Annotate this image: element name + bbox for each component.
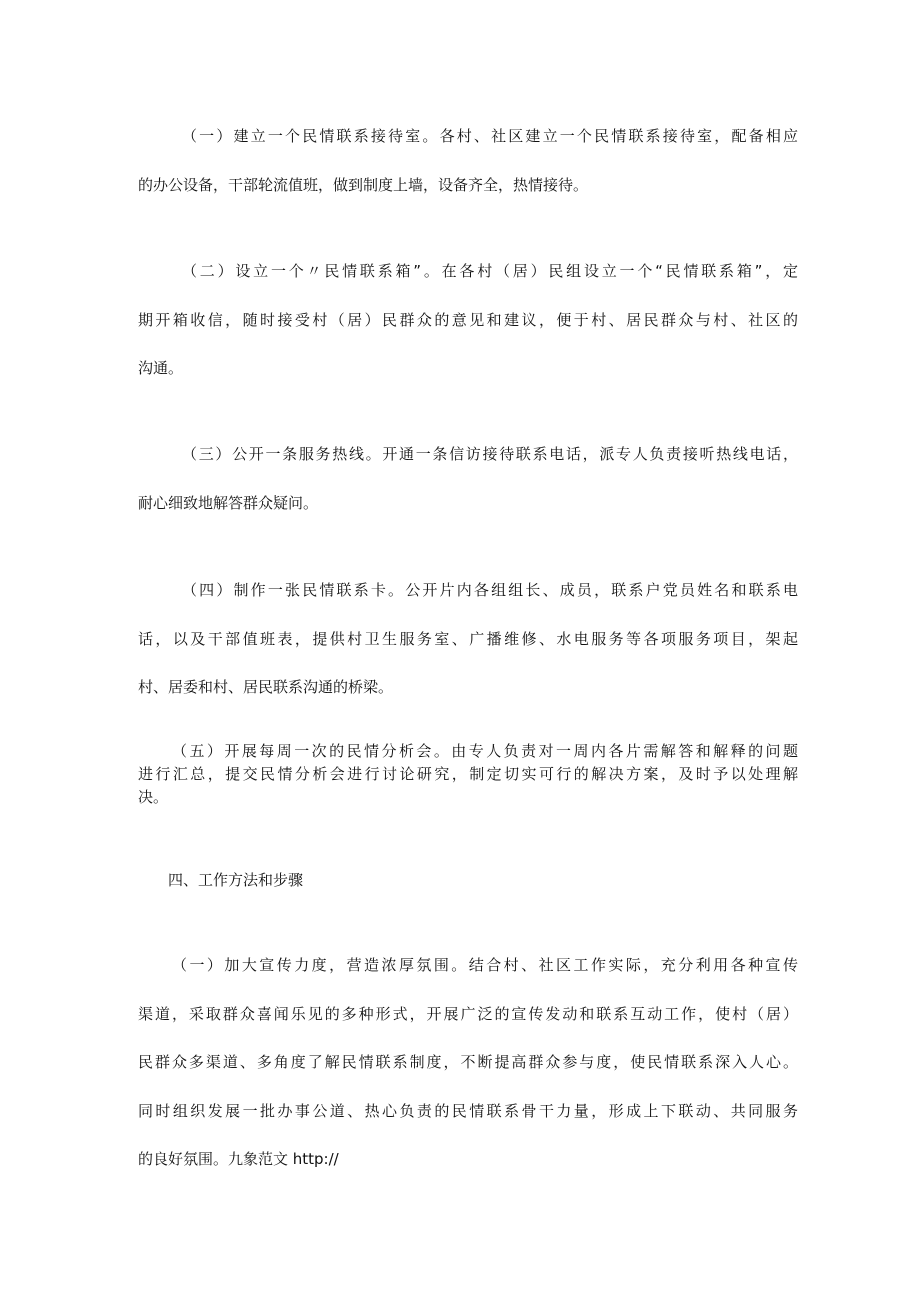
para-1-line-2: 的办公设备，干部轮流值班，做到制度上墙，设备齐全，热情接待。 — [138, 176, 589, 194]
para-5-line-1: （五）开展每周一次的民情分析会。由专人负责对一周内各片需解答和解释的问题 — [172, 742, 798, 760]
para-4-line-2: 话，以及干部值班表，提供村卫生服务室、广播维修、水电服务等各项服务项目，架起 — [138, 630, 798, 648]
para-2-line-3: 沟通。 — [138, 359, 184, 377]
section4-para-1-line-5: 的良好氛围。九象范文 http:// — [138, 1150, 339, 1168]
section-heading: 四、工作方法和步骤 — [168, 871, 304, 889]
section4-para-1-line-3: 民群众多渠道、多角度了解民情联系制度，不断提高群众参与度，使民情联系深入人心。 — [138, 1053, 798, 1071]
section4-para-1-line-4: 同时组织发展一批办事公道、热心负责的民情联系骨干力量，形成上下联动、共同服务 — [138, 1102, 798, 1120]
para-5-line-3: 决。 — [138, 788, 169, 806]
para-3-line-2: 耐心细致地解答群众疑问。 — [138, 494, 319, 512]
section4-para-1-line-1: （一）加大宣传力度，营造浓厚氛围。结合村、社区工作实际，充分利用各种宣传 — [172, 956, 798, 974]
para-4-line-1: （四）制作一张民情联系卡。公开片内各组组长、成员，联系户党员姓名和联系电 — [182, 581, 798, 599]
para-2-line-2: 期开箱收信，随时接受村（居）民群众的意见和建议，便于村、居民群众与村、社区的 — [138, 311, 798, 329]
section4-para-1-line-2: 渠道，采取群众喜闻乐见的多种形式，开展广泛的宣传发动和联系互动工作，使村（居） — [138, 1005, 798, 1023]
para-4-line-3: 村、居委和村、居民联系沟通的桥梁。 — [138, 678, 394, 696]
para-1-line-1: （一）建立一个民情联系接待室。各村、社区建立一个民情联系接待室，配备相应 — [182, 127, 798, 145]
para-3-line-1: （三）公开一条服务热线。开通一条信访接待联系电话，派专人负责接听热线电话， — [182, 445, 798, 463]
para-5-line-2: 进行汇总，提交民情分析会进行讨论研究，制定切实可行的解决方案，及时予以处理解 — [138, 765, 798, 783]
para-2-line-1: （二）设立一个〃民情联系箱”。在各村（居）民组设立一个“民情联系箱”，定 — [182, 262, 798, 280]
